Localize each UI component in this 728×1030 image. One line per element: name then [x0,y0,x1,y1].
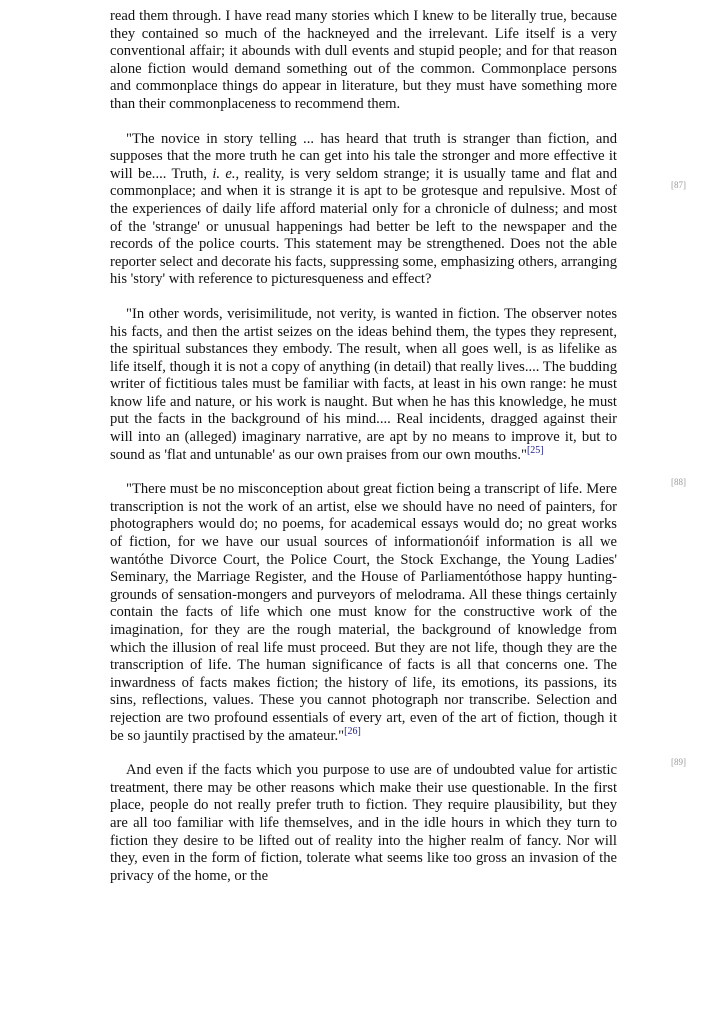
document-body [110,8,617,902]
paragraph-1 [110,8,617,114]
italic-abbreviation: i. e. [212,165,236,182]
paragraph-4 [110,481,617,745]
page-number-marker: [89] [671,757,686,767]
paragraph-2 [110,131,617,289]
paragraph-3 [110,306,617,464]
footnote-link-25[interactable]: [25] [526,444,544,456]
paragraph-text: "The novice in story telling ... has heard that truth is stranger than fiction, and supposes that the more truth he can get into his tale the stronger and more effective it will be.... Truth, [110,130,617,182]
paragraph-text: , reality, is very seldom strange; it is usually tame and flat and commonplace; and when it is strange it is apt to be grotesque and repulsive. Most of the experiences of daily life afford material only for a chronicle of dulness; and most of the 'strange' or unusual happenings had better be left to the newspaper and the records of the police courts. This statement may be strengthened. Does not the able reporter select and decorate his facts, suppressing some, emphasizing others, arranging his 'story' with reference to picturesqueness and effect? [110,165,617,288]
page-number-marker: [88] [671,477,686,487]
page-number-marker: [87] [671,180,686,190]
paragraph-text: read them through. I have read many stories which I knew to be literally true, because they contained so much of the hackneyed and the irrelevant. Life itself is a very conventional affair; it abounds with dull events and stupid people; and for that reason alone fiction would demand something out of the common. Commonplace persons and commonplace things do appear in literature, but they must have something more than their commonplaceness to recommend them. [110,8,617,112]
paragraph-text: And even if the facts which you purpose to use are of undoubted value for artistic treatment, there may be other reasons which make their use questionable. In the first place, people do not really prefer truth to fiction. They require plausibility, but they are all too familiar with life themselves, and in the idle hours in which they turn to fiction they desire to be lifted out of reality into the higher realm of fancy. Nor will they, even in the form of fiction, tolerate what seems like too gross an invasion of the privacy of the home, or the [110,762,617,884]
paragraph-text: "In other words, verisimilitude, not verity, is wanted in fiction. The observer notes his facts, and then the artist seizes on the ideas behind them, the types they represent, the spiritual substances they embody. The result, when all goes well, is as lifelike as life itself, though it is not a copy of anything (in detail) that really lives.... The budding writer of fictitious tales must be familiar with facts, at least in his own range: he must know life and nature, or his work is naught. But when he has this knowledge, he must put the facts in the background of his mind.... Real incidents, dragged against their will into an (alleged) imaginary narrative, are apt by no means to improve it, but to sound as 'flat and untunable' as our own praises from our own mouths." [110,305,617,463]
paragraph-text: "There must be no misconception about great fiction being a transcript of life. Mere transcription is not the work of an artist, else we should have no need of painters, for photographers would do; no poems, for academical essays would do; no great works of fiction, for we have our usual sources of informationóif information is all we wantóthe Divorce Court, the Police Court, the Stock Exchange, the Young Ladies' Seminary, the Marriage Register, and the House of Parliamentóthose happy hunting-grounds of sensation-mongers and purveyors of melodrama. All these things certainly contain the facts of life which one must know for the constructive work of the imagination, for they are the rough material, the background of knowledge from which the illusion of real life must proceed. But they are not life, though they are the transcription of life. The human significance of facts is all that concerns one. The inwardness of facts makes fiction; the history of life, its emotions, its passions, its sins, reflections, values. These you cannot photograph nor transcribe. Selection and rejection are two profound essentials of every art, even of the art of fiction, though it be so jauntily practised by the amateur." [110,481,617,744]
footnote-link-26[interactable]: [26] [344,725,361,737]
paragraph-5 [110,762,617,885]
